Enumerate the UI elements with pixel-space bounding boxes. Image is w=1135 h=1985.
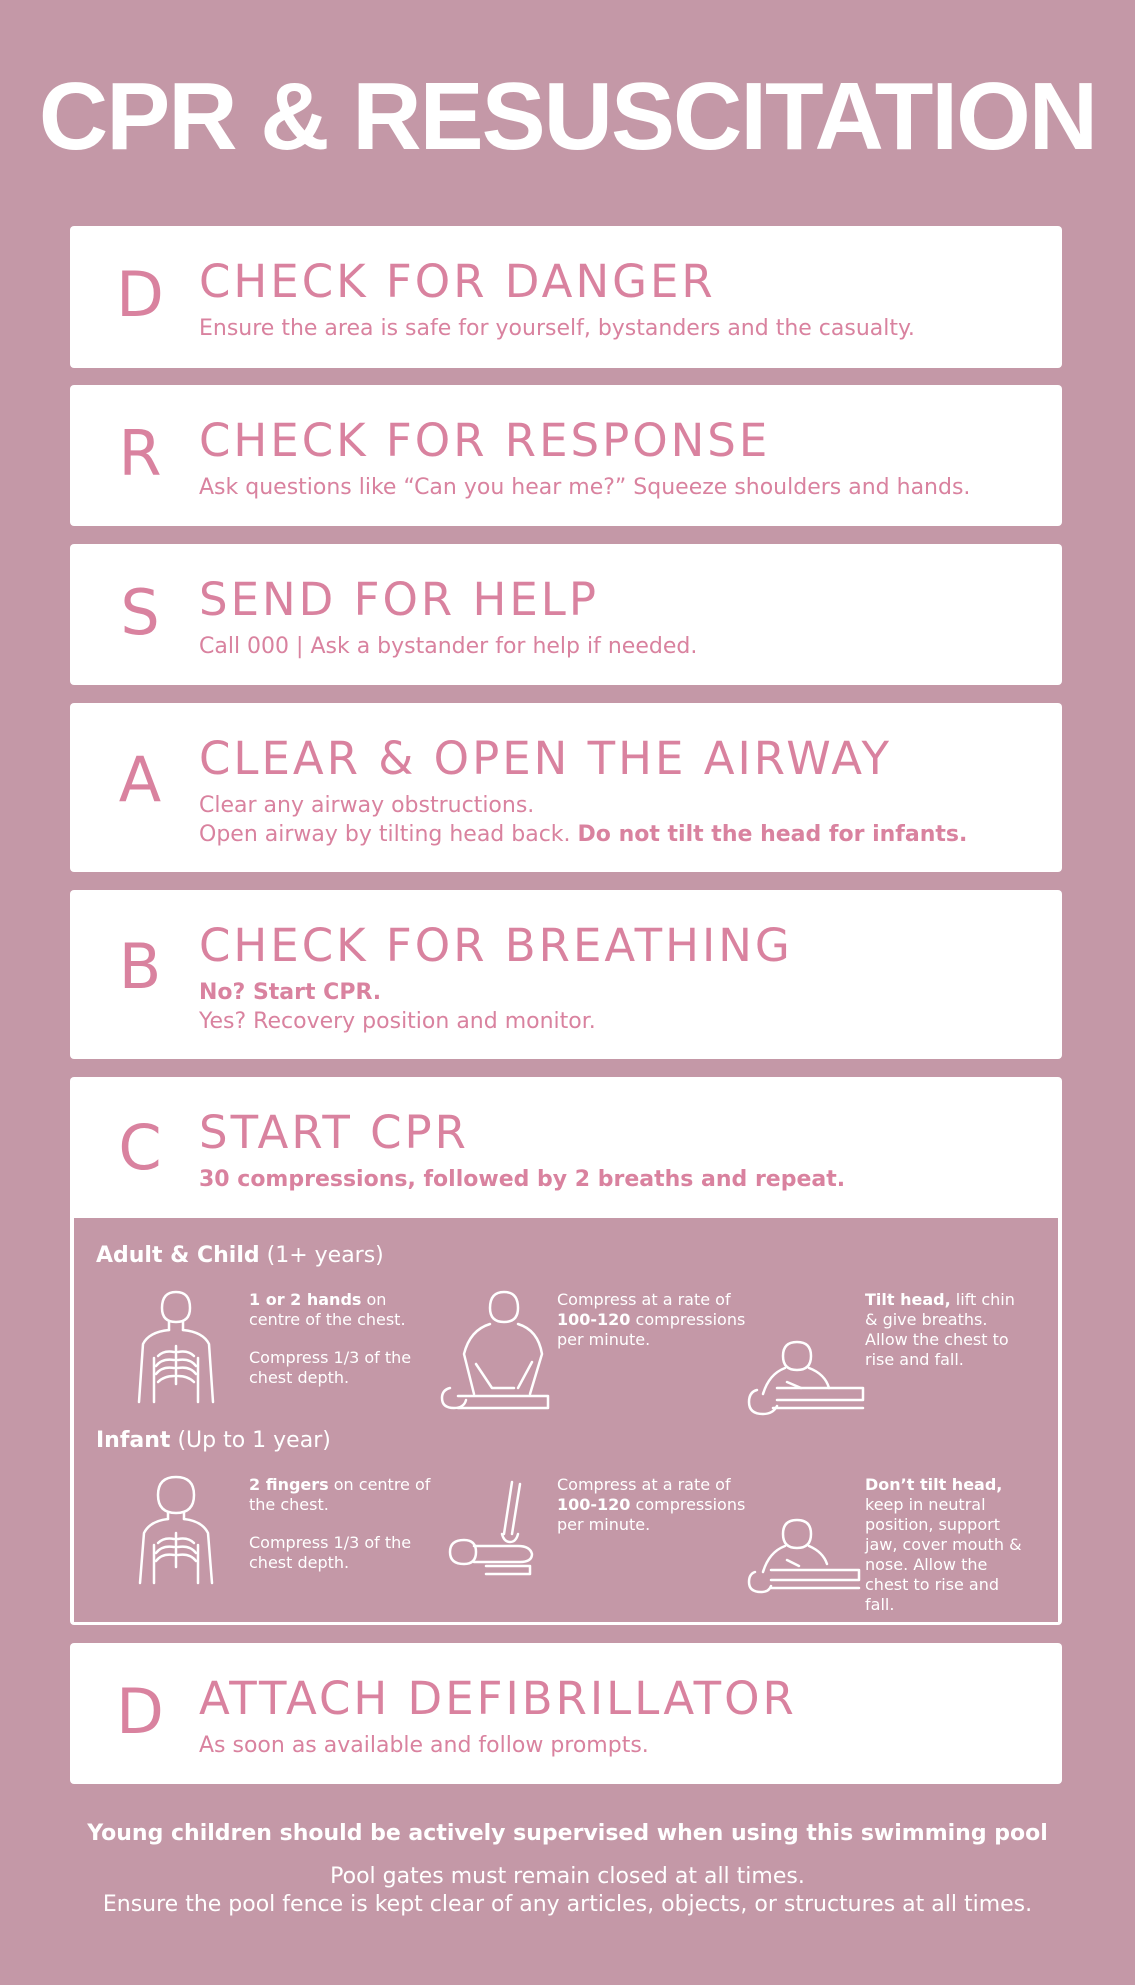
step-card-danger xyxy=(70,226,1062,368)
step-description-line-2 xyxy=(199,820,967,849)
airway-instruction: Open airway by tilting head back. xyxy=(199,822,571,847)
step-card-airway xyxy=(70,703,1062,872)
pool-gate-notice: Pool gates must remain closed at all times. xyxy=(330,1864,805,1889)
step-letter: B xyxy=(118,930,162,1003)
rate-value: 100-120 xyxy=(557,1495,631,1514)
step-description-line-1: Clear any airway obstructions. xyxy=(199,793,535,818)
rate-unit: compressions per minute. xyxy=(557,1495,746,1534)
fingers-position: on centre of the chest. xyxy=(249,1475,431,1514)
step-heading: SEND FOR HELP xyxy=(199,573,599,626)
rate-prefix: Compress at a rate of xyxy=(557,1475,731,1494)
pool-fence-notice: Ensure the pool fence is kept clear of any articles, objects, or structures at all times. xyxy=(102,1892,1033,1917)
fingers-placement xyxy=(249,1475,434,1515)
rate-prefix: Compress at a rate of xyxy=(557,1290,731,1309)
no-start-cpr: No? Start CPR. xyxy=(199,980,382,1005)
infant-warning: Do not tilt the head for infants. xyxy=(577,822,968,847)
rate-value: 100-120 xyxy=(557,1310,631,1329)
group-label-bold: Infant xyxy=(96,1428,171,1453)
adult-breath-instruction xyxy=(865,1290,1025,1370)
infant-rate-instruction xyxy=(557,1475,752,1535)
step-heading: START CPR xyxy=(199,1106,469,1159)
step-letter: D xyxy=(116,258,164,331)
torso-ribcage-icon xyxy=(136,1288,216,1406)
hands-placement xyxy=(249,1290,434,1330)
adult-rate-instruction xyxy=(557,1290,752,1350)
group-label-adult xyxy=(96,1243,384,1268)
rate-unit: compressions per minute. xyxy=(557,1310,746,1349)
step-heading: CHECK FOR DANGER xyxy=(199,255,716,308)
step-letter: A xyxy=(118,743,162,816)
cpr-technique-panel xyxy=(74,1218,1058,1622)
step-heading: CHECK FOR BREATHING xyxy=(199,919,793,972)
step-card-send-for-help xyxy=(70,544,1062,685)
breath-detail: keep in neutral position, support jaw, cover mouth & nose. Allow the chest to rise and fall. xyxy=(865,1495,1022,1614)
adult-hands-instruction xyxy=(249,1290,434,1388)
step-description-line-2: Yes? Recovery position and monitor. xyxy=(199,1009,596,1034)
step-heading: ATTACH DEFIBRILLATOR xyxy=(199,1672,797,1725)
step-card-breathing xyxy=(70,890,1062,1059)
compress-depth: Compress 1/3 of the chest depth. xyxy=(249,1348,412,1387)
group-label-bold: Adult & Child xyxy=(96,1243,260,1268)
step-description: Call 000 | Ask a bystander for help if needed. xyxy=(199,634,698,659)
step-description xyxy=(199,1165,845,1194)
group-label-age: (1+ years) xyxy=(259,1243,384,1268)
hands-count: 1 or 2 hands xyxy=(249,1290,362,1309)
breath-action: Don’t tilt head, xyxy=(865,1475,1003,1494)
breath-action: Tilt head, xyxy=(865,1290,951,1309)
step-description: As soon as available and follow prompts. xyxy=(199,1733,649,1758)
supervision-notice: Young children should be actively supervised when using this swimming pool xyxy=(87,1821,1048,1846)
infant-breath-icon xyxy=(747,1516,867,1596)
cpr-ratio: 30 compressions, followed by 2 breaths and repeat. xyxy=(199,1167,846,1192)
breath-detail: lift chin & give breaths. Allow the chest to rise and fall. xyxy=(865,1290,1015,1369)
hands-position: on centre of the chest. xyxy=(249,1290,406,1329)
infant-breath-instruction xyxy=(865,1475,1030,1615)
infant-fingers-instruction xyxy=(249,1475,434,1573)
step-card-response xyxy=(70,385,1062,526)
chest-compression-icon xyxy=(436,1288,556,1416)
step-letter: C xyxy=(118,1111,162,1184)
step-description: Ensure the area is safe for yourself, bystanders and the casualty. xyxy=(199,316,915,341)
step-letter: R xyxy=(118,417,162,490)
fingers-count: 2 fingers xyxy=(249,1475,329,1494)
step-letter: D xyxy=(116,1675,164,1748)
compress-depth: Compress 1/3 of the chest depth. xyxy=(249,1533,412,1572)
group-label-age: (Up to 1 year) xyxy=(170,1428,331,1453)
step-letter: S xyxy=(120,576,160,649)
step-description-line-1 xyxy=(199,978,381,1007)
step-heading: CLEAR & OPEN THE AIRWAY xyxy=(199,732,893,785)
infant-torso-icon xyxy=(136,1473,216,1585)
group-label-infant xyxy=(96,1428,331,1453)
step-description: Ask questions like “Can you hear me?” Squeeze shoulders and hands. xyxy=(199,475,971,500)
step-heading: CHECK FOR RESPONSE xyxy=(199,414,771,467)
infant-compression-icon xyxy=(446,1480,546,1580)
step-card-defibrillator xyxy=(70,1643,1062,1784)
rescue-breath-icon xyxy=(747,1338,871,1418)
page-title: CPR & RESUSCITATION xyxy=(38,63,1097,170)
